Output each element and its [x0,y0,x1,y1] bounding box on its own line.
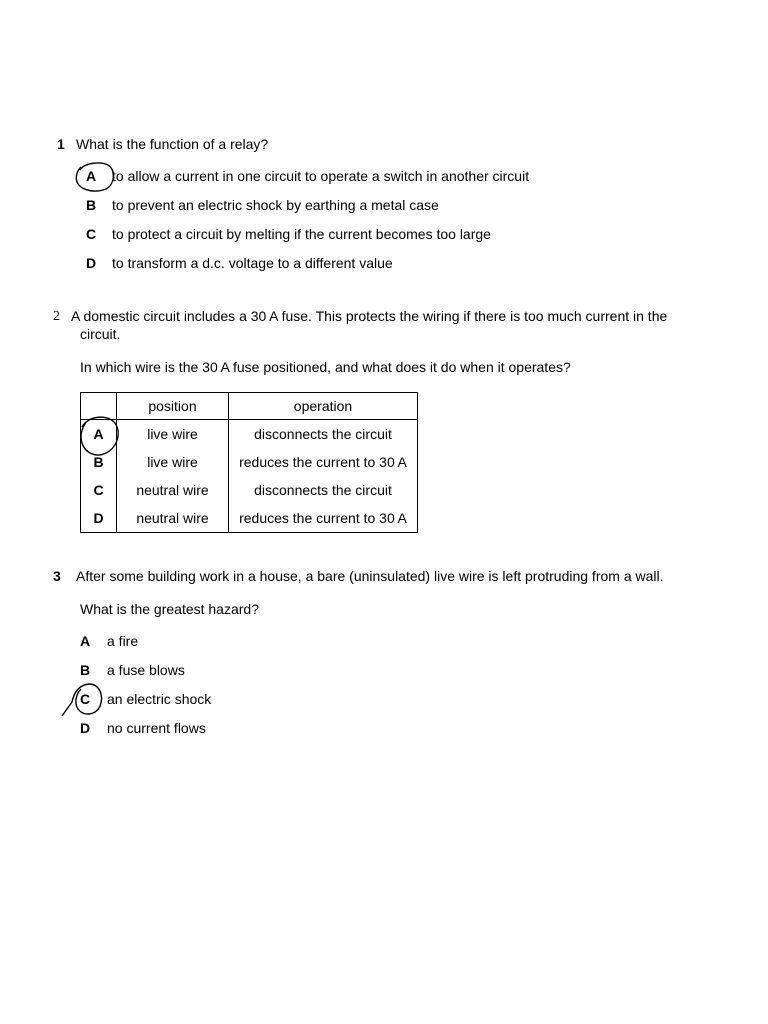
q3-option-c-text[interactable]: an electric shock [107,691,212,707]
row-operation: disconnects the circuit [229,476,418,504]
q3-option-b-text[interactable]: a fuse blows [107,662,185,678]
q1-option-b-text[interactable]: to prevent an electric shock by earthing a metal case [112,197,439,213]
table-header-operation: operation [229,393,418,420]
row-letter[interactable]: D [81,504,117,533]
row-operation: disconnects the circuit [229,420,418,449]
question-2-stem-line2: circuit. [80,326,121,342]
table-header-row [81,393,418,420]
q1-option-c-text[interactable]: to protect a circuit by melting if the current becomes too large [112,226,491,242]
row-operation: reduces the current to 30 A [229,448,418,476]
table-row[interactable] [81,504,418,533]
q3-option-b-letter[interactable]: B [80,662,91,678]
q1-option-d-letter[interactable]: D [86,255,97,271]
q3-option-d-text[interactable]: no current flows [107,720,206,736]
q3-option-a-text[interactable]: a fire [107,633,139,649]
table-row[interactable] [81,476,418,504]
table-header-blank [81,393,117,420]
question-3-stem: After some building work in a house, a bare (uninsulated) live wire is left protruding from a wall. [76,568,664,584]
question-2-stem-line1: A domestic circuit includes a 30 A fuse. This protects the wiring if there is too much current in the [71,308,668,324]
row-letter[interactable]: B [81,448,117,476]
q1-option-c-letter[interactable]: C [86,226,97,242]
q1-option-a-letter[interactable]: A [86,168,97,184]
question-3-number: 3 [53,568,61,584]
table-header-position: position [117,393,229,420]
row-position: live wire [117,448,229,476]
answer-table [80,392,418,533]
q3-option-a-letter[interactable]: A [80,633,91,649]
question-3-question: What is the greatest hazard? [80,601,259,617]
row-position: neutral wire [117,504,229,533]
row-letter[interactable]: A [81,420,117,449]
q1-option-b-letter[interactable]: B [86,197,97,213]
q1-option-d-text[interactable]: to transform a d.c. voltage to a different value [112,255,393,271]
table-row[interactable] [81,448,418,476]
row-position: live wire [117,420,229,449]
q3-option-d-letter[interactable]: D [80,720,91,736]
table-row[interactable] [81,420,418,449]
row-position: neutral wire [117,476,229,504]
question-2-number: 2 [53,309,60,324]
question-1-stem: What is the function of a relay? [76,136,269,152]
q3-option-c-letter[interactable]: C [80,691,91,707]
q1-option-a-text[interactable]: to allow a current in one circuit to operate a switch in another circuit [112,168,530,184]
question-1-number: 1 [57,136,65,152]
row-operation: reduces the current to 30 A [229,504,418,533]
question-2-question: In which wire is the 30 A fuse positioned, and what does it do when it operates? [80,359,571,375]
row-letter[interactable]: C [81,476,117,504]
